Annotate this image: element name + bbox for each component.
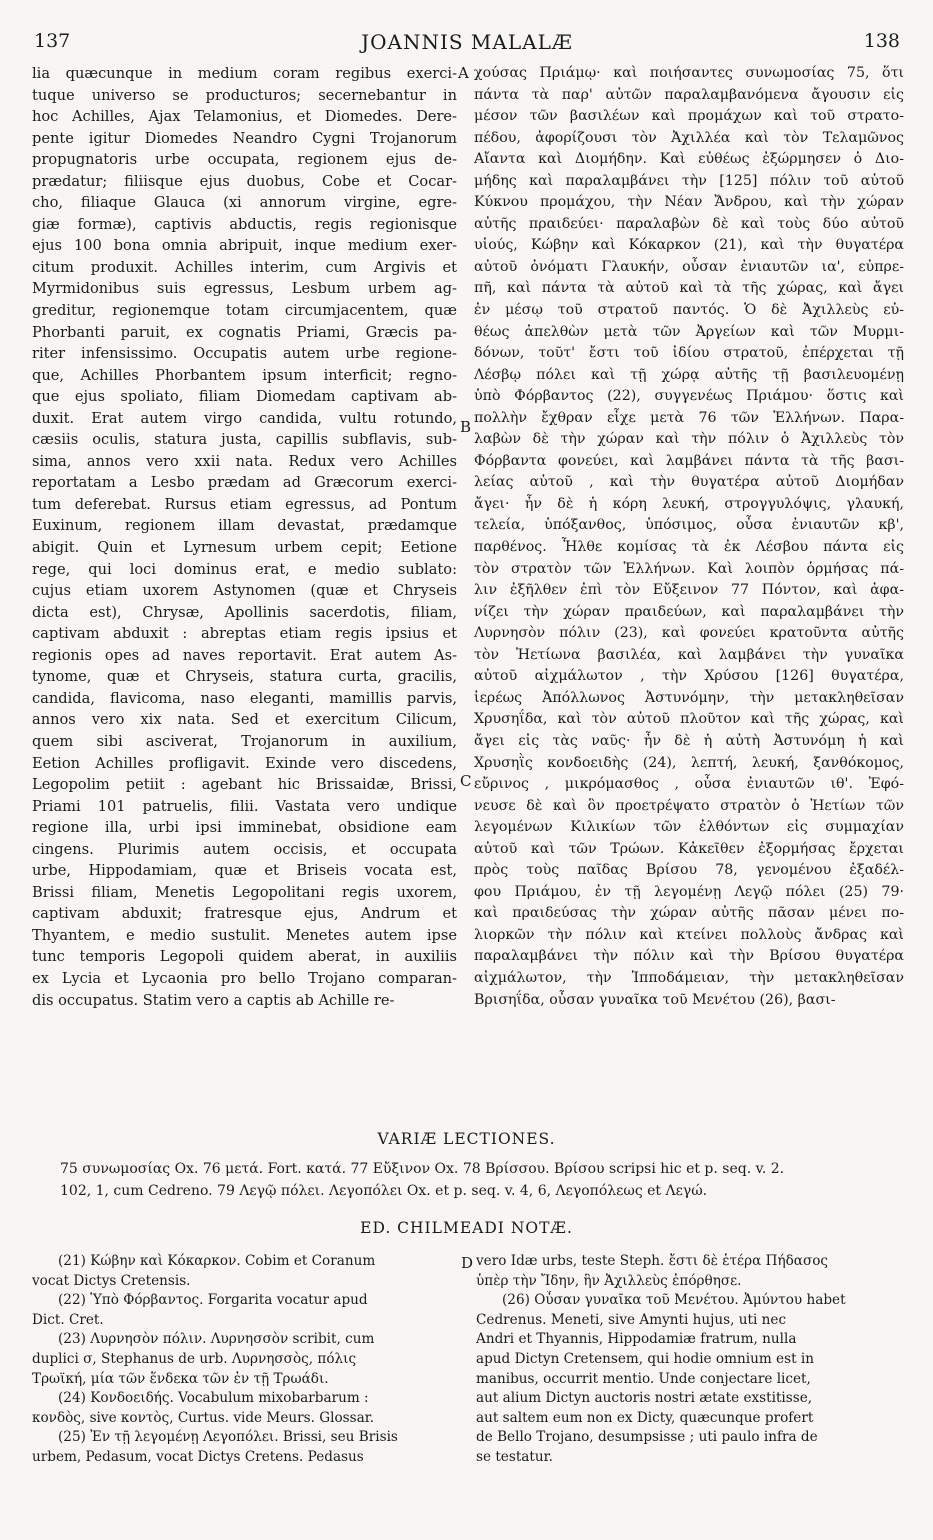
variae-heading: VARIÆ LECTIONES. [377, 1130, 556, 1148]
note-line: aut saltem eum non ex Dicty, quæcunque profert [476, 1409, 814, 1426]
greek-text-line: Λυρνησὸν πόλιν (23), καὶ φονεύει κρατοῦντα αὐτῆς [474, 625, 904, 642]
latin-text-line: que ejus spoliato, filiam Diomedam captivam ab- [32, 388, 457, 406]
greek-text-line: δόνων, τοῦτ' ἔστι τοῦ ἰδίου στρατοῦ, ἐπέρχεται τῇ [474, 345, 904, 362]
greek-text-line: παρθένος. Ἦλθε κομίσας τὰ ἐκ Λέσβου πάντα εἰς [474, 539, 904, 556]
greek-text-line: μέσον τῶν βασιλέων καὶ προμάχων καὶ τοῦ στρατο- [474, 108, 904, 125]
greek-text-line: νίζει τὴν χώραν πραιδεύων, καὶ παραλαμβάνει τὴν [474, 603, 904, 620]
greek-column [474, 63, 904, 1011]
greek-text-line: ἐν μέσῳ τοῦ στρατοῦ παντός. Ὁ δὲ Ἀχιλλεὺς εὐ- [474, 302, 904, 319]
variae-lectiones [60, 1158, 900, 1202]
note-line: vero Idæ urbs, teste Steph. ἔστι δὲ ἑτέρα Πήδασος [476, 1253, 829, 1269]
greek-text-line: λείας αὐτοῦ , καὶ τὴν θυγατέρα αὐτοῦ Διομήδαν [474, 474, 904, 491]
latin-text-line: tynome, quæ et Chryseis, statura curta, gracilis, [32, 668, 457, 686]
latin-text-line: regione illa, urbi ipsi imminebat, obsidione eam [32, 819, 457, 837]
note-line: Dict. Cret. [32, 1311, 104, 1328]
latin-text-line: sima, annos vero xxii nata. Redux vero Achilles [32, 452, 457, 470]
greek-text-line: εὔρινος , μικρόμασθος , οὖσα ἐνιαυτῶν ιθ'. Ἐφό- [474, 776, 904, 793]
note-line: manibus, occurrit mentio. Unde conjectare licet, [476, 1370, 811, 1387]
greek-text-line: Χρυσηΐδα, καὶ τὸν αὐτοῦ πλοῦτον καὶ τῆς χώρας, καὶ [474, 711, 904, 728]
greek-text-line: θέως ἀπελθὼν μετὰ τῶν Ἀργείων καὶ τῶν Μυρμι- [474, 323, 904, 340]
latin-text-line: prædatur; filiisque ejus duobus, Cobe et Cocar- [32, 172, 457, 190]
latin-text-line: Legopolim petiit : agebant hic Brissaidæ, Brissi, [32, 776, 457, 794]
notes-left-column [32, 1252, 462, 1468]
margin-letter-d: D [461, 1254, 474, 1272]
greek-text-line: νευσε δὲ καὶ ὃν προετρέψατο στρατὸν ὁ Ἠετίων τῶν [474, 797, 904, 814]
greek-text-line: αὐτῆς πραιδεύει· παραλαβὼν δὲ καὶ τοὺς δύο αὐτοῦ [474, 215, 904, 232]
latin-text-line: que, Achilles Phorbantem ipsum interficit; regno- [32, 366, 457, 384]
latin-text-line: pente igitur Diomedes Neandro Cygni Trojanorum [32, 129, 457, 147]
greek-text-line: ὑπὸ Φόρβαντος (22), συγγενέως Πριάμου· ὅστις καὶ [474, 388, 904, 405]
note-line: se testatur. [476, 1448, 553, 1465]
margin-letter-b: B [460, 418, 472, 436]
note-line: (25) Ἐν τῇ λεγομένῃ Λεγοπόλει. Brissi, seu Brisis [58, 1429, 398, 1446]
greek-text-line: υἱούς, Κώβην καὶ Κόκαρκον (21), καὶ τὴν θυγατέρα [474, 237, 904, 254]
variant-reading-line: 75 συνωμοσίας Ox. 76 μετά. Fort. κατά. 77 Εὔξινον Ox. 78 Βρίσσου. Βρίσου scripsi hic et p. seq. v. 2. [60, 1161, 785, 1177]
latin-text-line: captivam abduxit : abreptas etiam regis ipsius et [32, 625, 457, 643]
greek-text-line: παραλαμβάνει τὴν πόλιν καὶ τὴν Βρίσου θυγατέρα [474, 948, 904, 965]
running-title: JOANNIS MALALÆ [361, 30, 573, 54]
greek-text-line: λαβὼν δὲ τὴν χώραν καὶ τὴν πόλιν ὁ Ἀχιλλεὺς τὸν [474, 431, 904, 448]
note-line: Cedrenus. Meneti, sive Amynti hujus, uti nec [476, 1311, 787, 1328]
greek-text-line: ἱερέως Ἀπόλλωνος Ἀστυνόμην, τὴν μετακληθεῖσαν [474, 689, 904, 706]
note-line: aut alium Dictyn auctoris nostri ætate exstitisse, [476, 1390, 813, 1407]
latin-text-line: propugnatoris urbe occupata, regionem ejus de- [32, 151, 457, 169]
greek-text-line: πάντα τὰ παρ' αὐτῶν παραλαμβανόμενα ἄγουσιν εἰς [474, 86, 904, 103]
note-line: de Bello Trojano, desumpsisse ; uti paulo infra de [476, 1429, 818, 1446]
latin-text-line: cæsiis oculis, statura justa, capillis subflavis, sub- [32, 431, 457, 449]
note-line: κονδὸς, sive κοντὸς, Curtus. vide Meurs. Glossar. [32, 1409, 375, 1426]
latin-text-line: Eetion Achilles profligavit. Exinde vero discedens, [32, 754, 457, 772]
greek-text-line: Λέσβῳ πόλει καὶ τῇ χώρᾳ αὐτῆς τῇ βασιλευομένῃ [474, 366, 904, 383]
greek-text-line: Αἴαντα καὶ Διομήδην. Καὶ εὐθέως ἐξώρμησεν ὁ Διο- [474, 151, 904, 168]
greek-text-line: Κύκνου προμάχου, τὴν Νέαν Ἄνδρου, καὶ τὴν χώραν [474, 194, 904, 211]
latin-text-line: tunc temporis Legopoli quidem aberat, in auxiliis [32, 948, 457, 966]
margin-letter-c: C [460, 772, 472, 790]
note-line: Τρωϊκή, μία τῶν ἕνδεκα τῶν ἐν τῇ Τρωάδι. [32, 1370, 329, 1387]
note-line: (26) Οὖσαν γυναῖκα τοῦ Μενέτου. Ἀμύντου habet [502, 1292, 846, 1309]
latin-text-line: cujus etiam uxorem Astynomen (quæ et Chryseis [32, 582, 457, 600]
greek-text-line: τὸν στρατὸν τῶν Ἑλλήνων. Καὶ λοιπὸν ὁρμήσας πά- [474, 560, 904, 577]
latin-text-line: hoc Achilles, Ajax Telamonius, et Diomedes. Dere- [32, 108, 457, 126]
latin-text-line: reportatam a Lesbo prædam ad Græcorum exerci- [32, 474, 457, 492]
greek-text-line: ἄγει· ἦν δὲ ἡ κόρη λευκή, στρογγυλόψις, γλαυκή, [474, 495, 904, 512]
greek-text-line: Φόρβαντα φονεύει, καὶ λαμβάνει πάντα τὰ τῆς βασι- [474, 452, 904, 469]
greek-text-line: ἄγει εἰς τὰς ναῦς· ἦν δὲ ἡ αὐτὴ Ἀστυνόμη ἡ καὶ [474, 732, 904, 749]
note-line: apud Dictyn Cretensem, qui hodie omnium est in [476, 1350, 814, 1367]
latin-text-line: ex Lycia et Lycaonia pro bello Trojano comparan- [32, 969, 457, 987]
note-line: (22) Ὑπὸ Φόρβαντος. Forgarita vocatur apud [58, 1292, 368, 1309]
latin-text-line: Thyantem, e medio sustulit. Menetes autem ipse [32, 926, 457, 944]
notae-heading: ED. CHILMEADI NOTÆ. [360, 1219, 573, 1237]
latin-text-line: cho, filiaque Glauca (xi annorum virgine, egre- [32, 194, 457, 212]
latin-text-line: Priami 101 patruelis, filii. Vastata vero undique [32, 797, 457, 815]
running-header [34, 30, 900, 56]
greek-text-line: φου Πριάμου, ἐν τῇ λεγομένῃ Λεγῷ πόλει (25) 79· [474, 883, 904, 900]
latin-text-line: captivam abduxit; fratresque ejus, Andrum et [32, 905, 457, 923]
latin-text-line: candida, flavicoma, naso eleganti, mamillis parvis, [32, 689, 457, 707]
latin-text-line: rege, qui loci dominus erat, e medio sublato: [32, 560, 457, 578]
greek-text-line: λεγομένων Κιλικίων τῶν ἐλθόντων εἰς συμμαχίαν [474, 819, 904, 836]
greek-text-line: τὸν Ἠετίωνα βασιλέα, καὶ λαμβάνει τὴν γυναῖκα [474, 646, 904, 663]
latin-text-line: regionis opes ad naves reportavit. Erat autem As- [32, 646, 457, 664]
latin-text-line: annos vero xix nata. Sed et exercitum Cilicum, [32, 711, 457, 729]
greek-text-line: αὐτοῦ ὀνόματι Γλαυκήν, οὖσαν ἐνιαυτῶν ια', εὐπρε- [474, 258, 904, 275]
greek-text-line: Βρισηΐδα, οὖσαν γυναῖκα τοῦ Μενέτου (26), βασι- [474, 991, 836, 1008]
latin-text-line: tuque universo se producturos; secernebantur in [32, 86, 457, 104]
note-line: ὑπὲρ τὴν Ἴδην, ἣν Ἀχιλλεὺς ἐπόρθησε. [476, 1272, 742, 1289]
latin-text-line: abigit. Quin et Lyrnesum urbem cepit; Eetione [32, 539, 457, 557]
greek-text-line: τελεία, ὑπόξανθος, ὑπόσιμος, οὖσα ἐνιαυτῶν κβ', [474, 517, 904, 534]
latin-column [32, 63, 457, 1011]
greek-text-line: λιν ἐξῆλθεν ἐπὶ τὸν Εὔξεινον 77 Πόντον, καὶ ἀφα- [474, 582, 904, 599]
greek-text-line: καὶ πραιδεύσας τὴν χώραν αὐτῆς πᾶσαν μένει πο- [474, 905, 904, 922]
latin-text-line: ejus 100 bona omnia abripuit, inque medium exer- [32, 237, 457, 255]
latin-text-line: citum produxit. Achilles interim, cum Argivis et [32, 258, 457, 276]
latin-text-line: tum deferebat. Rursus etiam egressus, ad Pontum [32, 495, 457, 513]
latin-text-line: dicta est), Chrysæ, Apollinis sacerdotis, filiam, [32, 603, 457, 621]
greek-text-line: αὐτοῦ αἰχμάλωτον , τὴν Χρύσου [126] θυγατέρα, [474, 668, 904, 685]
greek-text-line: πέδου, ἀφορίζουσι τὸν Ἀχιλλέα καὶ τὸν Τελαμῶνος [474, 129, 904, 146]
greek-text-line: αἰχμάλωτον, τὴν Ἱπποδάμειαν, τὴν μετακληθεῖσαν [474, 969, 904, 986]
latin-text-line: lia quæcunque in medium coram regibus exerci- [32, 65, 457, 82]
greek-text-line: μήδης καὶ παραλαμβάνει τὴν [125] πόλιν τοῦ αὐτοῦ [474, 172, 904, 189]
page-number-right: 138 [863, 30, 900, 52]
latin-text-line: Euxinum, regionem illam devastat, prædamque [32, 517, 457, 535]
latin-text-line: giæ formæ), captivis abductis, regis regionisque [32, 215, 457, 233]
variant-reading-line: 102, 1, cum Cedreno. 79 Λεγῷ πόλει. Λεγοπόλει Ox. et p. seq. v. 4, 6, Λεγοπόλεως et Λεγώ. [60, 1183, 708, 1199]
latin-text-line: urbe, Hippodamiam, quæ et Briseis vocata est, [32, 862, 457, 880]
greek-text-line: Χρυσηῒς κονδοειδὴς (24), λεπτή, λευκή, ξανθόκομος, [474, 754, 904, 771]
note-line: urbem, Pedasum, vocat Dictys Cretens. Pedasus [32, 1448, 364, 1465]
latin-text-line: quem sibi asciverat, Trojanorum in auxilium, [32, 732, 457, 750]
greek-text-line: χούσας Πριάμῳ· καὶ ποιήσαντες συνωμοσίας 75, ὅτι [474, 65, 904, 81]
note-line: (23) Λυρνησὸν πόλιν. Λυρνησσὸν scribit, cum [58, 1331, 375, 1348]
note-line: vocat Dictys Cretensis. [32, 1272, 191, 1289]
greek-text-line: λιορκῶν τὴν πόλιν καὶ κτείνει πολλοὺς ἄνδρας καὶ [474, 926, 904, 943]
greek-text-line: αὐτοῦ καὶ τῶν Τρώων. Κἀκεῖθεν ἐξορμήσας ἔρχεται [474, 840, 904, 857]
note-line: duplici σ, Stephanus de urb. Λυρνησσὸς, πόλις [32, 1350, 357, 1367]
notes-right-column [476, 1252, 904, 1468]
latin-text-line: cingens. Plurimis autem occisis, et occupata [32, 840, 457, 858]
latin-text-line: greditur, regionemque totam circumjacentem, quæ [32, 302, 457, 320]
note-line: Andri et Thyannis, Hippodamiæ fratrum, nulla [476, 1331, 797, 1348]
greek-text-line: πρὸς τοὺς παῖδας Βρίσου 78, γενομένου ἐξαδέλ- [474, 862, 904, 879]
page-number-left: 137 [34, 30, 71, 52]
greek-text-line: πολλὴν ἔχθραν εἶχε μετὰ 76 τῶν Ἑλλήνων. Παρα- [474, 409, 904, 426]
note-line: (24) Κονδοειδής. Vocabulum mixobarbarum : [58, 1390, 369, 1407]
latin-text-line: riter infensissimo. Occupatis autem urbe regione- [32, 345, 457, 363]
latin-text-line: dis occupatus. Statim vero a captis ab Achille re- [32, 991, 395, 1009]
greek-text-line: πῆ, καὶ πάντα τὰ αὐτοῦ καὶ τὰ τῆς χώρας, καὶ ἄγει [474, 280, 904, 297]
latin-text-line: Brissi filiam, Menetis Legopolitani regis uxorem, [32, 883, 457, 901]
note-line: (21) Κώβην καὶ Κόκαρκον. Cobim et Coranum [58, 1253, 376, 1269]
latin-text-line: Myrmidonibus suis egressus, Lesbum urbem ag- [32, 280, 457, 298]
margin-letter-a: A [458, 64, 469, 82]
latin-text-line: duxit. Erat autem virgo candida, vultu rotundo, [32, 409, 457, 427]
latin-text-line: Phorbanti paruit, ex cognatis Priami, Græcis pa- [32, 323, 457, 341]
